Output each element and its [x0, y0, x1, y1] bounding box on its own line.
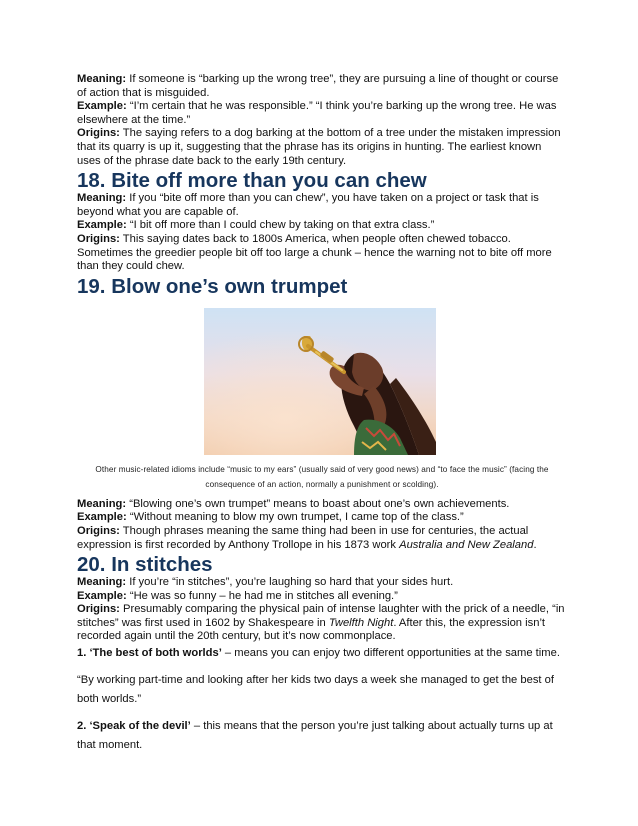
example-text: “I bit off more than I could chew by taking on that extra class.”: [129, 219, 435, 232]
heading-18: 18. Bite off more than you can chew: [77, 169, 427, 193]
origins-text: The saying refers to a dog barking at the bottom of a tree under the mistaken impression that its quarry is up it, suggesting that the phrase has its origins in hunting. The earliest known uses of the phrase date back to the early 19th century.: [77, 127, 561, 167]
sec18-meaning: [77, 192, 567, 219]
origins-text: Presumably comparing the physical pain of intense laughter with the prick of a needle, “in stitches” was first used in 1602 by Shakespeare in: [77, 603, 565, 629]
origins-label: Origins:: [77, 603, 120, 616]
sec18-example: [77, 219, 567, 233]
sec20-meaning: [77, 576, 567, 590]
example-text: “Without meaning to blow my own trumpet, I came top of the class.”: [129, 511, 464, 524]
trumpet-photo-illustration: [204, 308, 436, 455]
meaning-text: “Blowing one’s own trumpet” means to boast about one’s own achievements.: [129, 497, 510, 510]
idiom-speak-of-the-devil: [77, 717, 567, 755]
trumpet-photo: [204, 308, 436, 455]
caption-line-2: consequence of an action, normally a punishment or scolding).: [205, 479, 439, 489]
meaning-text: If you “bite off more than you can chew”, you have taken on a project or task that is beyond what you are capable of.: [77, 192, 539, 218]
idiom-quote: “By working part-time and looking after her kids two days a week she managed to get the best of both worlds.”: [77, 674, 554, 706]
meaning-label: Meaning:: [77, 576, 127, 589]
example-label: Example:: [77, 589, 127, 602]
meaning-label: Meaning:: [77, 73, 127, 85]
example-label: Example:: [77, 100, 127, 113]
idiom-title: 1. ‘The best of both worlds’: [77, 647, 222, 660]
heading-19: 19. Blow one’s own trumpet: [77, 274, 348, 298]
example-label: Example:: [77, 219, 127, 232]
meaning-label: Meaning:: [77, 497, 127, 510]
sec17-example: [77, 100, 567, 127]
origins-end: .: [533, 538, 537, 551]
heading-20: 20. In stitches: [77, 553, 213, 577]
document-page: [77, 73, 567, 755]
origins-text: This saying dates back to 1800s America, when people often chewed tobacco. Sometimes the greedier people bit off too large a chunk – hence the warning not to bite off more than they could chew.: [77, 232, 552, 273]
caption-line-1: Other music-related idioms include “music to my ears” (usually said of very good news) and “to face the music” (facing the: [95, 464, 549, 474]
origins-text: Though phrases meaning the same thing had been in use for centuries, the actual expression is first recorded by Anthony Trollope in his 1873 work: [77, 524, 529, 551]
example-label: Example:: [77, 511, 127, 524]
sec19-origins: [77, 525, 567, 552]
sec17-origins: [77, 127, 567, 168]
sec19-example: [77, 511, 567, 525]
example-text: “He was so funny – he had me in stitches all evening.”: [129, 589, 398, 602]
sec18-origins: [77, 233, 567, 274]
sec20-origins: [77, 603, 567, 644]
sec19-meaning: [77, 498, 567, 512]
meaning-text: If you’re “in stitches”, you’re laughing so hard that your sides hurt.: [129, 576, 454, 589]
idiom-text: – means you can enjoy two different opportunities at the same time.: [221, 647, 560, 660]
origins-label: Origins:: [77, 232, 120, 245]
sec17-meaning: [77, 73, 567, 100]
origins-work-title: Australia and New Zealand: [399, 538, 534, 551]
example-text: “I’m certain that he was responsible.” “I think you’re barking up the wrong tree. He was elsewhere at the time.”: [77, 100, 557, 126]
origins-label: Origins:: [77, 127, 120, 140]
meaning-text: If someone is “barking up the wrong tree”, they are pursuing a line of thought or course of action that is misguided.: [77, 73, 559, 99]
sec20-example: [77, 590, 567, 604]
origins-label: Origins:: [77, 524, 120, 537]
idiom-text: – this means that the person you’re just talking about actually turns up at that moment.: [77, 720, 553, 752]
idiom-best-of-both-worlds: [77, 644, 567, 663]
origins-end: . After this, the expression isn’t recorded again until the 20th century, but it’s now commonplace.: [77, 616, 546, 643]
origins-work-title: Twelfth Night: [328, 616, 394, 629]
idiom-title: 2. ‘Speak of the devil’: [77, 720, 191, 733]
photo-caption: [77, 462, 567, 492]
meaning-label: Meaning:: [77, 192, 127, 205]
